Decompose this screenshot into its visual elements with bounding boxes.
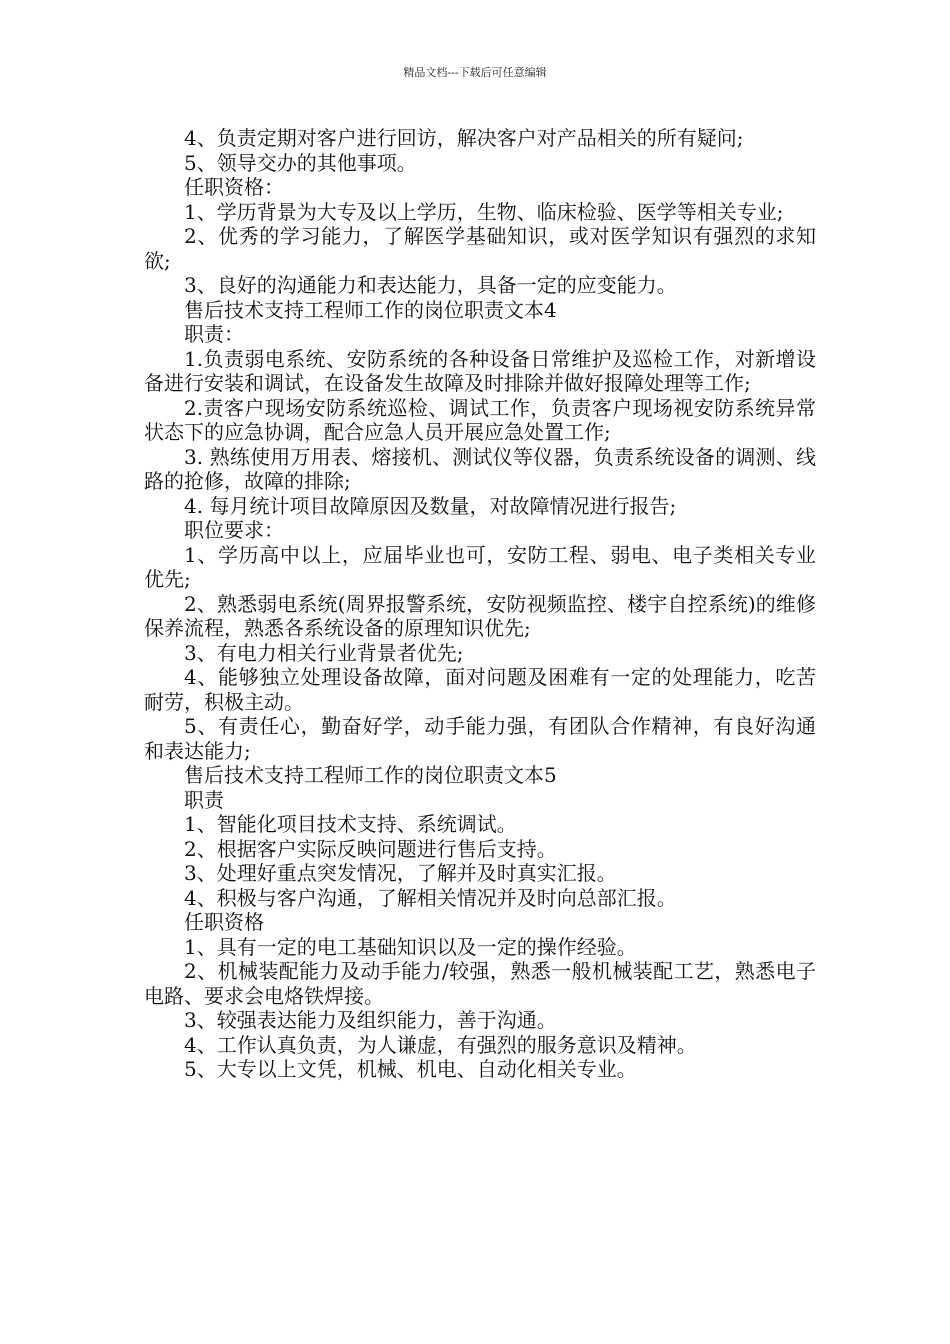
paragraph: 4、能够独立处理设备故障，面对问题及困难有一定的处理能力，吃苦耐劳，积极主动。 bbox=[144, 665, 816, 714]
paragraph: 4、负责定期对客户进行回访，解决客户对产品相关的所有疑问; bbox=[184, 126, 744, 150]
paragraph: 2.责客户现场安防系统巡检、调试工作，负责客户现场视安防系统异常状态下的应急协调，配合应急人员开展应急处置工作; bbox=[144, 395, 816, 444]
paragraph: 3. 熟练使用万用表、熔接机、测试仪等仪器，负责系统设备的调测、线路的抢修，故障的排除; bbox=[144, 444, 816, 493]
paragraph: 1.负责弱电系统、安防系统的各种设备日常维护及巡检工作，对新增设备进行安装和调试，在设备发生故障及时排除并做好报障处理等工作; bbox=[144, 346, 816, 395]
paragraph: 2、根据客户实际反映问题进行售后支持。 bbox=[184, 836, 557, 861]
paragraph: 5、大专以上文凭，机械、机电、自动化相关专业。 bbox=[184, 1057, 637, 1081]
paragraph: 3、有电力相关行业背景者优先; bbox=[184, 640, 464, 665]
section-heading: 任职资格 bbox=[184, 910, 264, 934]
paragraph: 1、智能化项目技术支持、系统调试。 bbox=[184, 812, 517, 836]
section-title: 售后技术支持工程师工作的岗位职责文本5 bbox=[184, 763, 557, 787]
paragraph: 1、学历背景为大专及以上学历，生物、临床检验、医学等相关专业; bbox=[184, 199, 784, 224]
paragraph: 3、处理好重点突发情况，了解并及时真实汇报。 bbox=[184, 861, 617, 885]
section-heading: 职责 bbox=[184, 787, 224, 812]
paragraph: 2、机械装配能力及动手能力/较强，熟悉一般机械装配工艺，熟悉电子电路、要求会电烙铁焊接。 bbox=[144, 959, 816, 1008]
page-header: 精品文档---下载后可任意编辑 bbox=[403, 66, 547, 79]
document-body bbox=[144, 126, 816, 1082]
paragraph: 1、学历高中以上，应届毕业也可，安防工程、弱电、电子类相关专业优先; bbox=[144, 542, 816, 591]
section-heading: 职位要求： bbox=[184, 518, 284, 542]
section-heading: 职责： bbox=[184, 322, 244, 346]
section-heading: 任职资格： bbox=[184, 175, 284, 199]
paragraph: 3、较强表达能力及组织能力，善于沟通。 bbox=[184, 1008, 557, 1032]
paragraph: 5、有责任心，勤奋好学，动手能力强，有团队合作精神，有良好沟通和表达能力; bbox=[144, 714, 816, 763]
paragraph: 5、领导交办的其他事项。 bbox=[184, 150, 417, 175]
paragraph: 4. 每月统计项目故障原因及数量，对故障情况进行报告; bbox=[184, 493, 677, 518]
paragraph: 2、熟悉弱电系统(周界报警系统，安防视频监控、楼宇自控系统)的维修保养流程，熟悉各系统设备的原理知识优先; bbox=[144, 591, 816, 640]
paragraph: 2、优秀的学习能力，了解医学基础知识，或对医学知识有强烈的求知欲; bbox=[144, 224, 816, 273]
section-title: 售后技术支持工程师工作的岗位职责文本4 bbox=[184, 297, 557, 322]
paragraph: 4、积极与客户沟通，了解相关情况并及时向总部汇报。 bbox=[184, 885, 677, 910]
paragraph: 3、良好的沟通能力和表达能力，具备一定的应变能力。 bbox=[184, 273, 677, 297]
paragraph: 1、具有一定的电工基础知识以及一定的操作经验。 bbox=[184, 934, 637, 959]
paragraph: 4、工作认真负责，为人谦虚，有强烈的服务意识及精神。 bbox=[184, 1032, 697, 1057]
